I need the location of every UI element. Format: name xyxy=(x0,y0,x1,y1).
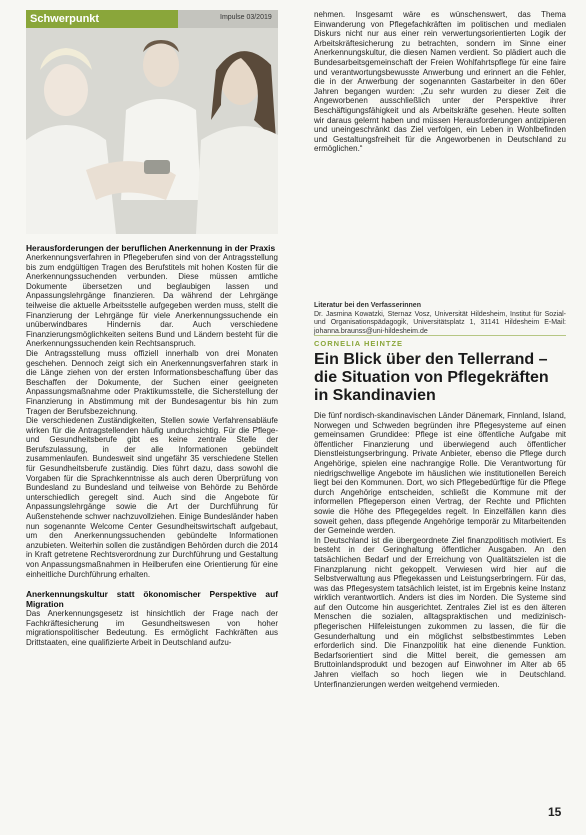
right-column-top xyxy=(314,10,566,154)
literature-note xyxy=(314,302,566,336)
paragraph: Die Antragsstellung muss offiziell innerhalb von drei Monaten geschehen. Dennoch zeigt sich ein Anerkennungsverfahren stark in die Länge ziehen von der ersten Informationsbeschaffung über das Beschaffen der Dokumente, der Suchen einer geeigneten Anpassungsmaßnahme oder Praktikumsstelle, die Sicherstellung der Finanzierung in Abstimmung mit der Bundesagentur bis hin zum Tragen der Berufsbezeichnung. xyxy=(26,348,278,416)
paragraph: Die verschiedenen Zuständigkeiten, Stellen sowie Verfahrensabläufe wirken für die Antragstellenden häufig undurchsichtig. Für die Pflege- und Gesundheitsberufe gibt es keine zentrale Stelle der Berufszulassung, in der alle Informationen gebündelt zusammenlaufen. Bundesweit sind ungefähr 35 verschiedene Stellen für Gesundheitsberufe zuständig. Dies führt dazu, dass sowohl die Vorgaben für die Sprachkenntnisse als auch deren Überprüfung von Bundesland zu Bundesland und teilweise von Behörde zu Behörde unterschiedlich geregelt sind. Auch sind die Angebote für Anpassungslehrgänge sowie die Art der Durchführung für Außenstehende schwer nachzuvollziehen. Einige Bundesländer haben nun sogenannte Welcome Center Gesundheitswirtschaft aufgebaut, um den Anerkennungssuchenden gebündelte Informationen anzubieten. Weiterhin sollen die zuständigen Behörden durch die 2014 in Kraft getretene Rechtsverordnung zur Durchführung und Gestaltung von Anpassungsmaßnahmen in Heilberufen eine Orientierung für eine einheitliche Durchführung erhalten. xyxy=(26,416,278,579)
page-number: 15 xyxy=(548,805,562,819)
subheading-1: Herausforderungen der beruflichen Anerkennung in der Praxis xyxy=(26,243,276,253)
author-contact: Dr. Jasmina Kowatzki, Sternaz Vosz, Universität Hildesheim, Institut für Sozial- und Organisationspädagogik, Universitätsplatz 1, 31141 Hildesheim E-Mail: johanna.braunss@uni-hildesheim.de xyxy=(314,310,566,335)
left-column xyxy=(26,243,278,648)
literature-title: Literatur bei den Verfasserinnen xyxy=(314,302,421,309)
paragraph: Anerkennungsverfahren in Pflegeberufen sind von der Antragsstellung bis zum endgültigen Tragen des Berufstitels mit hohen Kosten für die Anerkennungssuchenden verbunden. Diese müssen amtliche Dokumente übersetzen und beglaubigen lassen und Anpassungslehrgänge finanzieren. Da während der Lehrgänge teilweise die aktuelle Arbeitsstelle aufgegeben werden muss, stellt die Finanzierung der Lehrgänge für viele Anerkennungssuchende ein unüberwindbares Hindernis dar. Auch verschiedene Finanzierungsmöglichkeiten seitens Bund und Ländern besteht für die Anerkennungssuchenden kein Rechtsanspruch. xyxy=(26,253,278,349)
subheading-2: Anerkennungskultur statt ökonomischer Perspektive auf Migration xyxy=(26,589,278,610)
section-tag: Schwerpunkt xyxy=(26,10,178,28)
paragraph: Das Anerkennungsgesetz ist hinsichtlich der Frage nach der Fachkräftesicherung im Gesundheitswesen von hoher migrationspolitischer Bedeutung. Es ermöglicht Fachkräften aus Drittstaaten, eine qualifizierte Arbeit in Deutschland aufzu- xyxy=(26,609,278,647)
divider xyxy=(314,335,566,336)
article-photo xyxy=(26,10,278,234)
nurses-image xyxy=(26,10,278,234)
author-name: CORNELIA HEINTZE xyxy=(314,339,404,348)
issue-tag: Impulse 03/2019 xyxy=(220,14,272,21)
right-column-bottom xyxy=(314,411,566,689)
paragraph: Die fünf nordisch-skandinavischen Länder Dänemark, Finnland, Island, Norwegen und Schweden begründen ihre Pflegesysteme auf einen gemeinsamen Grundidee: Pflege ist eine öffentliche Aufgabe mit öffentlicher Finanzierung und überwiegend auch öffentlicher Dienstleistungserbringung. Private Anbieter, ebenso die Pflege durch Angehörige, spielen eine nachrangige Rolle. Die Verantwortung für niedrigschwellige Angebote im häuslichen wie institutionellen Bereich liegt bei den Kommunen. Dort, wo sich Pflegebedürftige für die Pflege durch Angehörige entscheiden, schließt die Kommune mit der informellen Pflegeperson einen Vertrag, der Rechte und Pflichten sowie die Höhe des Pflegegeldes regelt. In Einzelfällen kann dies soweit gehen, dass pflegende Angehörige temporär zu Mitarbeitenden der Gemeinde werden. xyxy=(314,411,566,536)
article-headline: Ein Blick über den Tellerrand – die Situation von Pflegekräften in Skandinavien xyxy=(314,351,549,404)
paragraph: In Deutschland ist die übergeordnete Ziel finanzpolitisch motiviert. Es besteht in der Geringhaltung öffentlicher Ausgaben. An den tatsächlichen Bedarf und der Erreichung von Qualitätszielen ist die Finanzplanung nicht gekoppelt. Verwiesen wird hier auf die Selbstverwaltung aus Pflegekassen und Leistungserbringern. Für das, was das Pflegesystem tatsächlich leistet, ist im Ergebnis keine Instanz wirklich verantwortlich. Anders ist dies im Norden. Die Systeme sind auf den Outcome hin ausgerichtet. Zentrales Ziel ist es den älteren Menschen die sozialen, alltagspraktischen und medizinisch-pflegerischen Hilfeleistungen zukommen zu lassen, die für die Gesunderhaltung und ein möglichst selbstbestimmtes Leben erforderlich sind. Die Finanzpolitik hat eine dienende Funktion. Bedarfsorientiert sind die Mittel bereit, die gemessen am Bruttoinlandsprodukt und bezogen auf Einwohner im Alter ab 65 Jahren vielfach so hoch liegen wie in Deutschland. Unterfinanzierungen werden weitgehend vermieden. xyxy=(314,535,566,689)
paragraph: nehmen. Insgesamt wäre es wünschenswert, das Thema Einwanderung von Pflegefachkräften im politischen und medialen Diskurs nicht nur aus einer rein verwertungsorientierten Logik der Arbeitskräftesicherung zu betrachten, sondern im Sinne einer Anerkennungskultur, die diesen Namen verdient. So plädiert auch die Bundesarbeitsgemeinschaft der Freien Wohlfahrtspflege für eine faire und verantwortungsbewusste Anwerbung und erinnert an die Fehler, die in der Anwerbung der sogenannten Gastarbeiter in den 60er Jahren begangen wurden: „Zu sehr wurden zu dieser Zeit die Angeworbenen ausschließlich unter der Perspektive ihrer Beschäftigungsfähigkeit und als Arbeitskräfte gesehen. Heute sollten wir daraus gelernt haben und müssen Herausforderungen antizipieren und uneingeschränkt das Ziel verfolgen, ein Leben in Wohlbefinden und Gestaltungsfreiheit für die Angeworbenen in Deutschland zu ermöglichen.“ xyxy=(314,10,566,154)
